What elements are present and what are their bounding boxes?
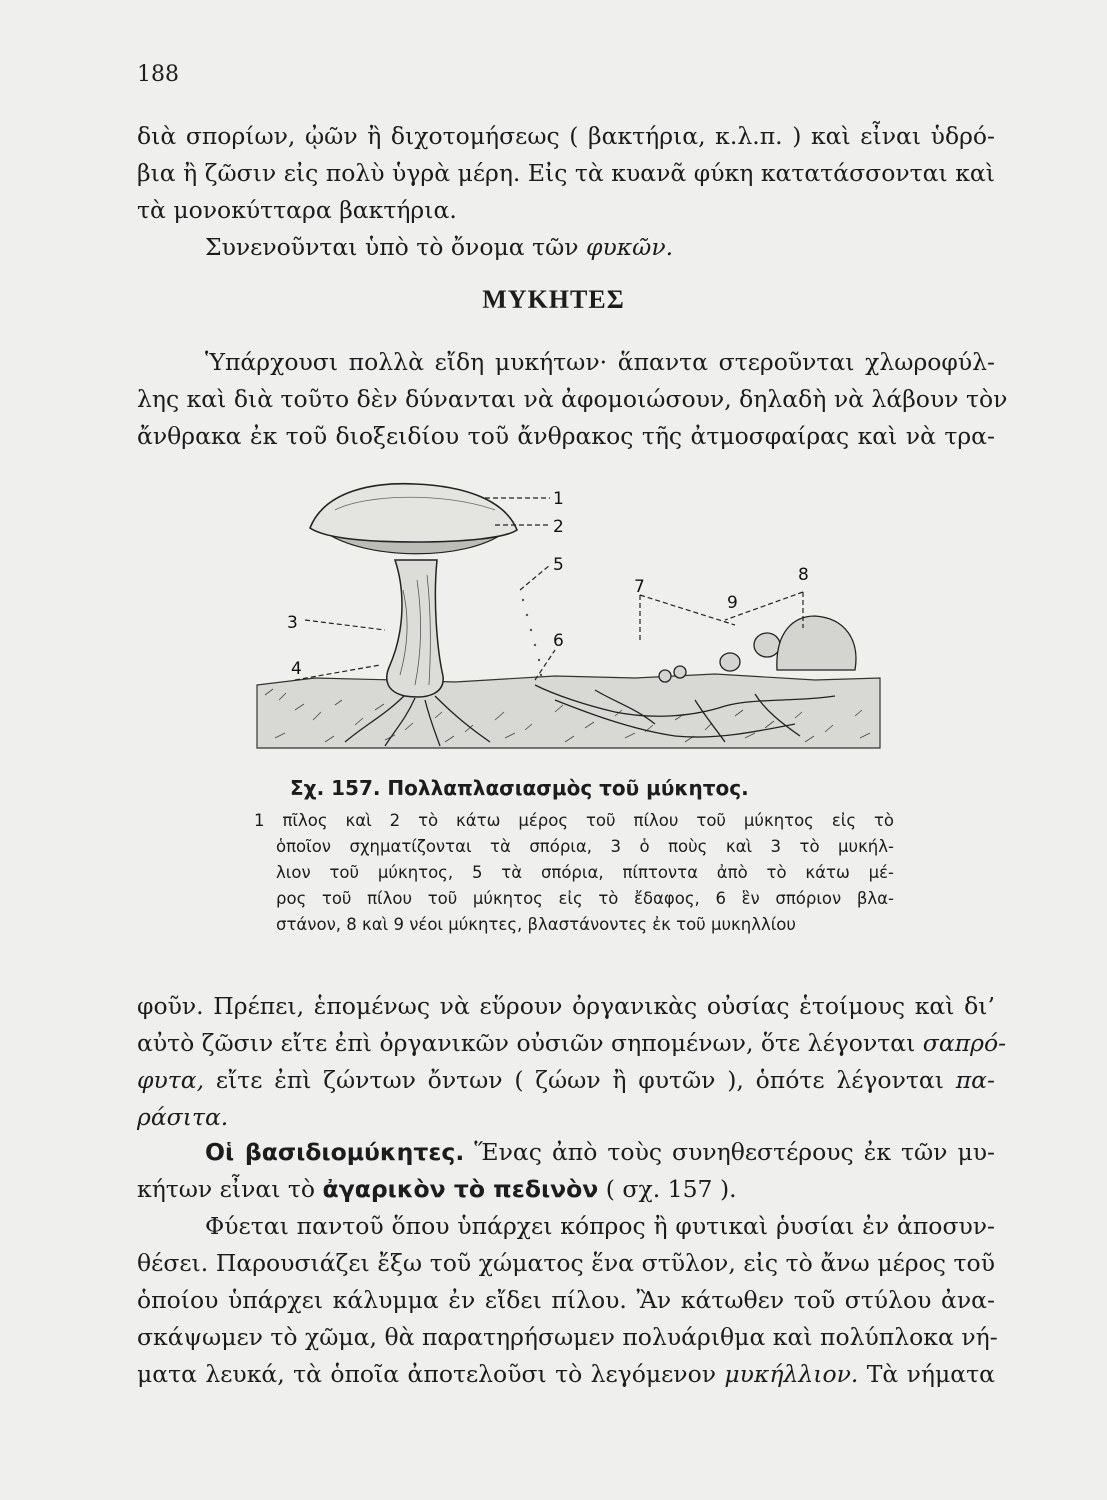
- text-line: βια ἢ ζῶσιν εἰς πολὺ ὑγρὰ μέρη. Εἰς τὰ κυανᾶ φύκη κατατάσσονται καὶ: [137, 159, 995, 187]
- text-line: Φύεται παντοῦ ὅπου ὑπάρχει κόπρος ἢ φυτικαὶ ῥυσίαι ἐν ἀποσυν-: [205, 1212, 995, 1240]
- text-line: Συνενοῦνται ὑπὸ τὸ ὄνομα τῶν φυκῶν.: [205, 233, 674, 261]
- label-1: 1: [553, 489, 564, 509]
- text-line: κήτων εἶναι τὸ ἀγαρικὸν τὸ πεδινὸν ( σχ. 157 ).: [137, 1175, 737, 1203]
- italic-term: φυκῶν.: [586, 233, 674, 261]
- text-line: θέσει. Παρουσιάζει ἔξω τοῦ χώματος ἕνα στῦλον, εἰς τὸ ἄνω μέρος τοῦ: [137, 1249, 995, 1277]
- page-number: 188: [137, 62, 179, 87]
- label-2: 2: [553, 517, 564, 537]
- text-line: ὁποίου ὑπάρχει κάλυμμα ἐν εἴδει πίλου. Ἂν κάτωθεν τοῦ στύλου ἀνα-: [137, 1286, 995, 1314]
- paragraph-saprophytes: [137, 988, 1007, 1136]
- bold-term: Οἱ βασιδιομύκητες.: [205, 1138, 465, 1166]
- text-line: σκάψωμεν τὸ χῶμα, θὰ παρατηρήσωμεν πολυάριθμα καὶ πολύπλοκα νή-: [137, 1323, 998, 1351]
- italic-term: φυτα,: [137, 1066, 205, 1094]
- italic-term: μυκήλλιον.: [724, 1360, 859, 1388]
- text-line: φοῦν. Πρέπει, ἑπομένως νὰ εὕρουν ὀργανικὰς οὐσίας ἑτοίμους καὶ δι’: [137, 992, 995, 1020]
- label-5: 5: [553, 555, 564, 575]
- mushroom-cap: [310, 484, 517, 542]
- italic-term: σαπρό-: [922, 1029, 1007, 1057]
- text-line: ματα λευκά, τὰ ὁποῖα ἀποτελοῦσι τὸ λεγόμενον μυκήλλιον. Τὰ νήματα: [137, 1360, 995, 1388]
- bold-term: ἀγαρικὸν τὸ πεδινὸν: [322, 1175, 599, 1203]
- label-7: 7: [634, 577, 645, 597]
- caption-line: ὁποῖον σχηματίζονται τὰ σπόρια, 3 ὁ ποὺς καὶ 3 τὸ μυκήλ-: [276, 837, 894, 856]
- spores-falling: [522, 599, 542, 676]
- paragraph-basidiomycetes: [137, 1134, 995, 1208]
- figure-caption-title: Σχ. 157. Πολλαπλασιασμὸς τοῦ μύκητος.: [290, 776, 749, 800]
- young-mushrooms: [659, 616, 856, 682]
- label-9: 9: [727, 593, 738, 613]
- caption-line: λιον τοῦ μύκητος, 5 τὰ σπόρια, πίπτοντα ἀπὸ τὸ κάτω μέ-: [276, 863, 894, 882]
- text-line: Οἱ βασιδιομύκητες. Ἕνας ἀπὸ τοὺς συνηθεστέρους ἐκ τῶν μυ-: [205, 1138, 995, 1166]
- caption-line: ρος τοῦ πίλου τοῦ μύκητος εἰς τὸ ἔδαφος, 6 ἓν σπόριον βλα-: [276, 889, 894, 908]
- label-3: 3: [287, 613, 298, 633]
- mushroom-illustration: [255, 480, 885, 755]
- paragraph-algae: [137, 118, 995, 266]
- figure-caption: [254, 808, 894, 938]
- text-line: τὰ μονοκύτταρα βακτήρια.: [137, 196, 457, 224]
- label-4: 4: [291, 659, 302, 679]
- italic-term: πα-: [955, 1066, 995, 1094]
- text-line: αὐτὸ ζῶσιν εἴτε ἐπὶ ὀργανικῶν οὐσιῶν σηπομένων, ὅτε λέγονται σαπρό-: [137, 1029, 1007, 1057]
- paragraph-fungi-intro: [137, 344, 1008, 455]
- section-heading: ΜΥΚΗΤΕΣ: [482, 285, 625, 314]
- caption-line: στάνον, 8 καὶ 9 νέοι μύκητες, βλαστάνοντες ἐκ τοῦ μυκηλλίου: [276, 915, 796, 934]
- paragraph-mycelium: [137, 1208, 998, 1393]
- italic-term: ράσιτα.: [137, 1103, 229, 1131]
- text-line: [137, 1099, 995, 1136]
- mushroom-stem: [387, 560, 443, 697]
- text-line: λης καὶ διὰ τοῦτο δὲν δύνανται νὰ ἀφομοιώσουν, δηλαδὴ νὰ λάβουν τὸν: [137, 385, 1008, 413]
- text-line: Ὑπάρχουσι πολλὰ εἴδη μυκήτων· ἅπαντα στεροῦνται χλωροφύλ-: [205, 348, 995, 376]
- caption-line: 1 πῖλος καὶ 2 τὸ κάτω μέρος τοῦ πίλου τοῦ μύκητος εἰς τὸ: [254, 811, 894, 830]
- text-line: φυτα, εἴτε ἐπὶ ζώντων ὄντων ( ζώων ἢ φυτῶν ), ὁπότε λέγονται πα-: [137, 1066, 995, 1094]
- label-6: 6: [553, 631, 564, 651]
- text-line: διὰ σπορίων, ᾠῶν ἢ διχοτομήσεως ( βακτήρια, κ.λ.π. ) καὶ εἶναι ὑδρό-: [137, 122, 995, 150]
- label-8: 8: [798, 565, 809, 585]
- text-line: ἄνθρακα ἐκ τοῦ διοξειδίου τοῦ ἄνθρακος τῆς ἀτμοσφαίρας καὶ νὰ τρα-: [137, 422, 995, 450]
